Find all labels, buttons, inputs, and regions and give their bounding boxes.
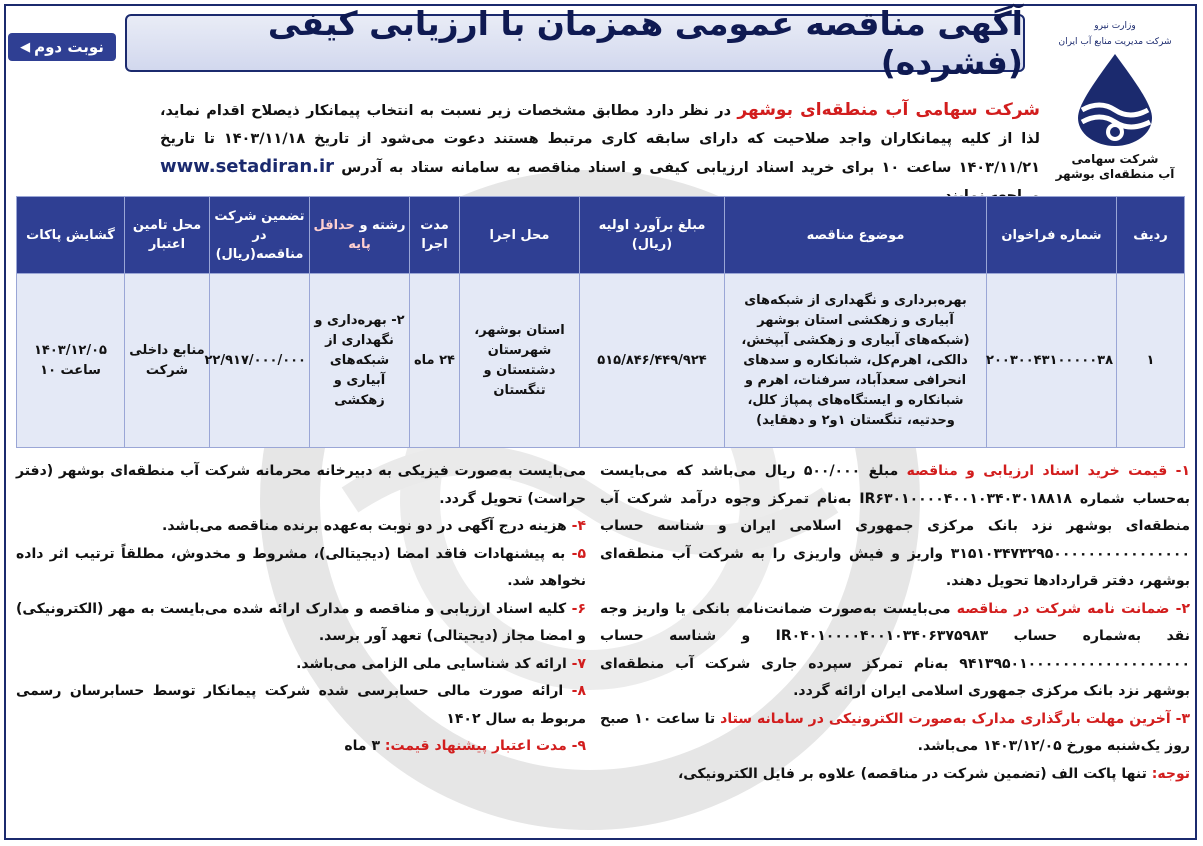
header-call-number: شماره فراخوان	[987, 197, 1117, 274]
item-9-text: ۳ ماه	[344, 738, 385, 754]
cell-location: استان بوشهر، شهرستان دشتستان و تنگستان	[460, 274, 580, 448]
cell-opening: ۱۴۰۳/۱۲/۰۵ ساعت ۱۰	[17, 274, 125, 448]
item-6-number: ۶-	[571, 600, 586, 617]
header-funding: محل تامین اعتبار	[125, 197, 210, 274]
cell-field: ۲- بهره‌داری و نگهداری از شبکه‌های آبیاری و زهکشی	[310, 274, 410, 448]
intro-text-1: در نظر دارد مطابق مشخصات زیر نسبت به انتخاب پیمانکار ذیصلاح اقدام نماید، لذا از کلیه پیمانکاران واجد صلاحیت که دارای سابقه کاری مرتبط هستند دعوت می‌شود از تاریخ ۱۴۰۳/۱۱/۱۸ تا تاریخ ۱۴۰۳/۱۱/۲۱ ساعت ۱۰ برای خرید اسناد ارزیابی کیفی و اسناد مناقصه به سامانه ستاد به آدرس	[160, 103, 1040, 176]
item-3-text: تا ساعت ۱۰ صبح روز یک‌شنبه مورخ ۱۴۰۳/۱۲/۰۵ می‌باشد.	[600, 710, 1190, 754]
item-2-title: ۲- ضمانت نامه شرکت در مناقصه	[956, 600, 1191, 617]
header-opening: گشایش پاکات	[17, 197, 125, 274]
header-guarantee: تضمین شرکت در مناقصه(ریال)	[210, 197, 310, 274]
cell-duration: ۲۴ ماه	[410, 274, 460, 448]
table-row	[17, 274, 1185, 448]
arrow-left-icon: ◀	[20, 39, 31, 55]
header-field-a: رشته و	[354, 218, 406, 233]
item-9-title: ۹- مدت اعتبار پیشنهاد قیمت:	[384, 738, 586, 754]
item-1-text: مبلغ ۵۰۰/۰۰۰ ریال می‌باشد که می‌بایست به‌حساب شماره IR۶۳۰۱۰۰۰۰۴۰۰۱۰۳۴۰۳۰۱۸۸۱۸ به‌نام تمرکز وجوه درآمد شرکت آب منطقه‌ای بوشهر نزد بانک مرکزی جمهوری اسلامی ایران و شناسه حساب ۳۱۵۱۰۳۴۷۳۲۹۵۰۰۰۰۰۰۰۰۰۰۰۰۰۰۰۰ واریز و فیش واریزی را به شرکت آب منطقه‌ای بوشهر، دفتر قراردادها تحویل دهند.	[600, 463, 1191, 589]
cell-guarantee: ۲۲/۹۱۷/۰۰۰/۰۰۰	[210, 274, 310, 448]
ministry-line-1: وزارت نیرو	[1094, 21, 1136, 31]
header-field	[310, 197, 410, 274]
condition-item-6	[16, 596, 586, 651]
title-banner	[125, 4, 1025, 82]
item-1-title: ۱- قیمت خرید اسناد ارزیابی و مناقصه	[906, 463, 1191, 479]
item-2-text: می‌بایست به‌صورت ضمانت‌نامه بانکی یا واریز وجه نقد به‌شماره حساب IR۰۴۰۱۰۰۰۰۴۰۰۱۰۳۴۰۶۳۷۵۹۸۳ و شناسه حساب ۹۴۱۳۹۵۰۱۰۰۰۰۰۰۰۰۰۰۰۰۰۰۰۰۰۰۰ به‌نام تمرکز سپرده جاری شرکت آب منطقه‌ای بوشهر نزد بانک مرکزی جمهوری اسلامی ایران ارائه گردد.	[600, 600, 1191, 699]
condition-item-7	[16, 651, 586, 679]
header-subject: موضوع مناقصه	[725, 197, 987, 274]
ministry-line-2: شرکت مدیریت منابع آب ایران	[1058, 37, 1172, 47]
header-duration: مدت اجرا	[410, 197, 460, 274]
condition-item-1	[600, 458, 1190, 596]
note-continuation: می‌بایست به‌صورت فیزیکی به دبیرخانه محرمانه شرکت آب منطقه‌ای بوشهر (دفتر حراست) تحویل گردد.	[16, 463, 586, 507]
item-8-number: ۸-	[571, 683, 586, 699]
cell-row-number: ۱	[1117, 274, 1185, 448]
condition-item-9	[16, 733, 586, 761]
cell-estimate: ۵۱۵/۸۴۶/۴۴۹/۹۲۴	[580, 274, 725, 448]
item-3-title: ۳- آخرین مهلت بارگذاری مدارک به‌صورت الکترونیکی در سامانه ستاد	[720, 710, 1190, 727]
item-5-number: ۵-	[571, 545, 586, 562]
condition-item-5	[16, 541, 586, 596]
intro-paragraph	[160, 96, 1040, 186]
cell-call-number: ۲۰۰۳۰۰۴۳۱۰۰۰۰۰۳۸	[987, 274, 1117, 448]
conditions-left-column	[16, 458, 586, 761]
cell-subject: بهره‌برداری و نگهداری از شبکه‌های آبیاری و زهکشی استان بوشهر (شبکه‌های آبیاری و زهکشی آبپخش، دالکی، اهرم‌کل، شبانکاره و سدهای انحرافی سعدآباد، سرفنات، اهرم و شبانکاره و ایستگاه‌های پمپاژ کلل، وحدتیه، تنگستان ۱و۲ و دهقاید)	[725, 274, 987, 448]
condition-item-8	[16, 678, 586, 733]
item-4-text: هزینه درج آگهی در دو نوبت به‌عهده برنده مناقصه می‌باشد.	[162, 518, 572, 534]
item-7-text: ارائه کد شناسایی ملی الزامی می‌باشد.	[296, 655, 572, 672]
item-4-number: ۴-	[571, 518, 586, 534]
condition-item-3	[600, 706, 1190, 761]
item-7-number: ۷-	[571, 655, 586, 672]
company-logo	[1040, 16, 1190, 196]
item-5-text: به پیشنهادات فاقد امضا (دیجیتالی)، مشروط و مخدوش، مطلقاً ترتیب اثر داده نخواهد شد.	[16, 545, 586, 589]
badge-label: نوبت دوم	[34, 38, 104, 56]
header-estimate: مبلغ برآورد اولیه (ریال)	[580, 197, 725, 274]
note-text: تنها پاکت الف (تضمین شرکت در مناقصه) علاوه بر فایل الکترونیکی،	[677, 765, 1152, 782]
header-location: محل اجرا	[460, 197, 580, 274]
item-6-text: کلیه اسناد ارزیابی و مناقصه و مدارک ارائه شده می‌بایست به مهر (الکترونیکی) و امضا مجاز (دیجیتالی) تعهد آور برسد.	[16, 600, 586, 644]
company-name: شرکت سهامی آب منطقه‌ای بوشهر	[737, 100, 1040, 120]
note-title: توجه:	[1151, 765, 1190, 782]
tender-table	[16, 196, 1185, 448]
logo-company-line-1: شرکت سهامی	[1071, 152, 1159, 166]
header-field-b: حداقل پایه	[313, 218, 371, 252]
condition-note	[600, 761, 1190, 789]
page-title: آگهی مناقصه عمومی همزمان با ارزیابی کیفی (فشرده)	[267, 4, 1023, 82]
condition-item-4	[16, 513, 586, 541]
website-link[interactable]: www.setadiran.ir	[160, 156, 335, 177]
table-header-row	[17, 197, 1185, 274]
logo-company-line-2: آب منطقه‌ای بوشهر	[1055, 167, 1175, 181]
header-row-number: ردیف	[1117, 197, 1185, 274]
item-8-text: ارائه صورت مالی حسابرسی شده شرکت پیمانکار توسط حسابرسان رسمی مربوط به سال ۱۴۰۲	[16, 683, 586, 727]
condition-item-2	[600, 596, 1190, 706]
second-round-badge	[8, 33, 116, 61]
conditions-right-column	[600, 458, 1190, 788]
water-drop-logo-icon	[1060, 48, 1170, 148]
cell-funding: منابع داخلی شرکت	[125, 274, 210, 448]
